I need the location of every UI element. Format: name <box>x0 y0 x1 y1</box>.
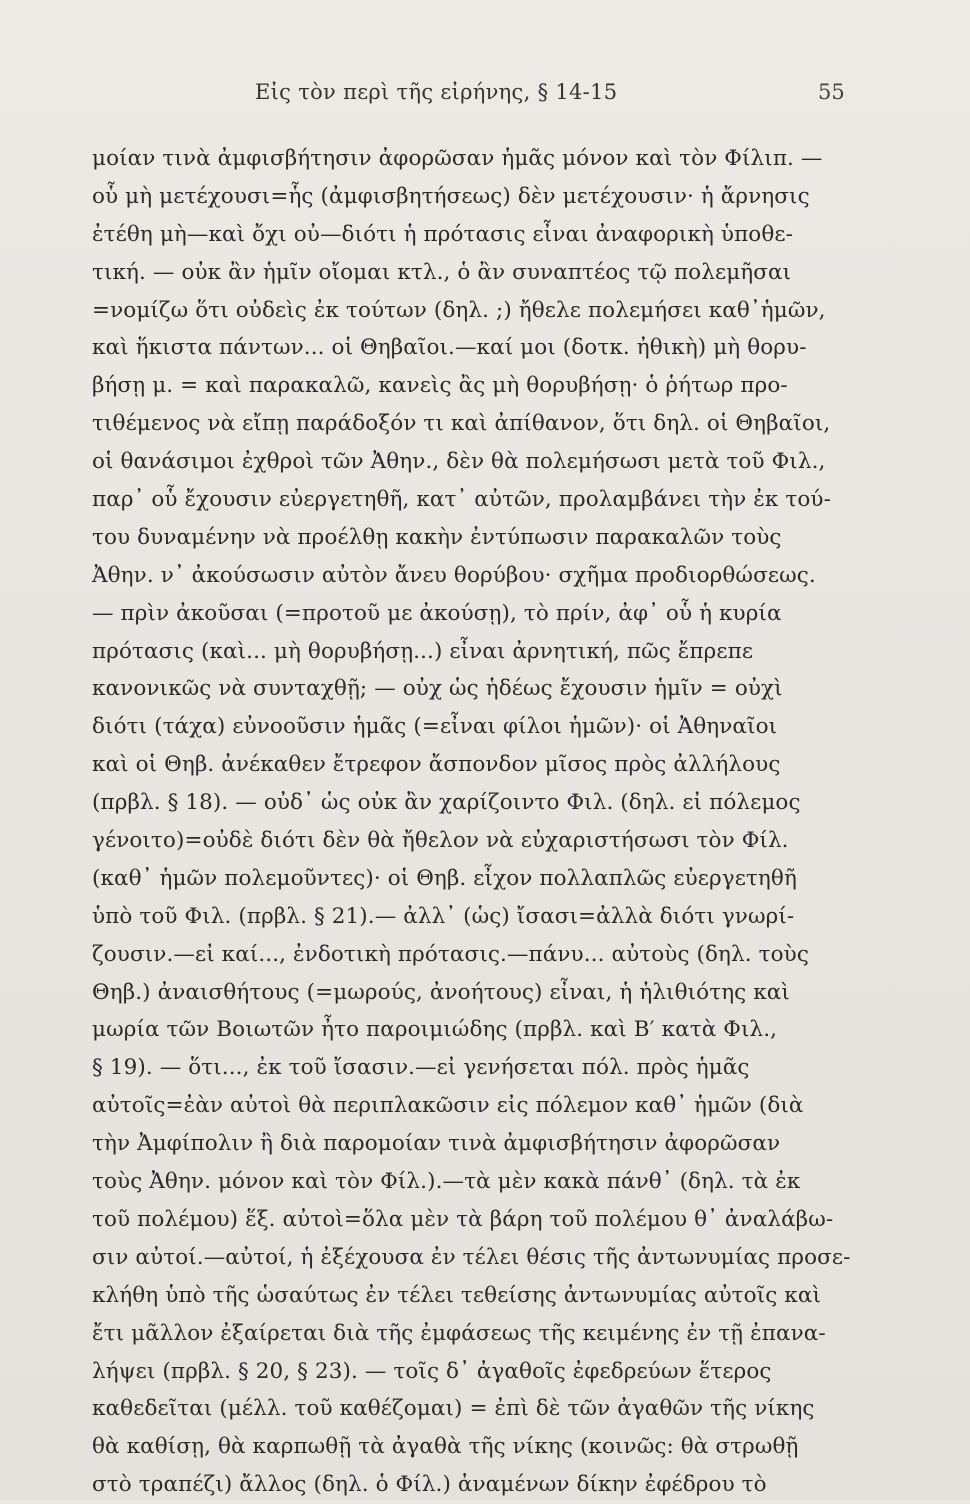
text-line: οἱ θανάσιμοι ἐχθροὶ τῶν Ἀθην., δὲν θὰ πολεμήσωσι μετὰ τοῦ Φιλ., <box>92 449 826 475</box>
text-line: μοίαν τινὰ ἀμφισβήτησιν ἀφορῶσαν ἡμᾶς μόνον καὶ τὸν Φίλιπ. — <box>92 146 823 171</box>
running-head: Εἰς τὸν περὶ τῆς εἰρήνης, § 14-15 <box>255 80 618 104</box>
text-line: ἔτι μᾶλλον ἐξαίρεται διὰ τῆς ἐμφάσεως τῆς κειμένης ἐν τῇ ἐπανα- <box>92 1320 826 1346</box>
text-line: διότι (τάχα) εὐνοοῦσιν ἡμᾶς (=εἶναι φίλοι ἡμῶν)· οἱ Ἀθηναῖοι <box>92 714 778 740</box>
text-line: μωρία τῶν Βοιωτῶν ἦτο παροιμιώδης (πρβλ. καὶ Β′ κατὰ Φιλ., <box>92 1017 778 1043</box>
text-line: § 19). — ὅτι..., ἐκ τοῦ ἴσασιν.—εἰ γενήσεται πόλ. πρὸς ἡμᾶς <box>92 1055 750 1081</box>
text-line: =νομίζω ὅτι οὐδεὶς ἐκ τούτων (δηλ. ;) ἤθελε πολεμήσει καθ᾽ἡμῶν, <box>92 297 826 323</box>
text-line: καὶ ἥκιστα πάντων... οἱ Θηβαῖοι.—καί μοι (δοτκ. ἠθικὴ) μὴ θορυ- <box>92 335 807 361</box>
text-line: τική. — οὐκ ἂν ἡμῖν οἴομαι κτλ., ὁ ἂν συναπτέος τῷ πολεμῆσαι <box>92 259 792 285</box>
text-line: καὶ οἱ Θηβ. ἀνέκαθεν ἔτρεφον ἄσπονδον μῖσος πρὸς ἀλλήλους <box>92 752 781 778</box>
text-line: σιν αὐτοί.—αὐτοί, ἡ ἐξέχουσα ἐν τέλει θέσις τῆς ἀντωνυμίας προσε- <box>92 1244 851 1270</box>
text-line: του δυναμένην νὰ προέλθῃ κακὴν ἐντύπωσιν παρακαλῶν τοὺς <box>92 524 782 550</box>
text-line: κλήθη ὑπὸ τῆς ὡσαύτως ἐν τέλει τεθείσης ἀντωνυμίας αὐτοῖς καὶ <box>92 1282 821 1308</box>
text-line: Θηβ.) ἀναισθήτους (=μωρούς, ἀνοήτους) εἶναι, ἡ ἠλιθιότης καὶ <box>92 979 790 1005</box>
text-line: βήσῃ μ. = καὶ παρακαλῶ, κανεὶς ἂς μὴ θορυβήσῃ· ὁ ῥήτωρ προ- <box>92 373 788 399</box>
text-line: θὰ καθίσῃ, θὰ καρπωθῇ τὰ ἀγαθὰ τῆς νίκης (κοινῶς: θὰ στρωθῇ <box>92 1434 799 1460</box>
text-line: καθεδεῖται (μέλλ. τοῦ καθέζομαι) = ἐπὶ δὲ τῶν ἀγαθῶν τῆς νίκης <box>92 1396 815 1422</box>
text-line: παρ᾽ οὗ ἔχουσιν εὐεργετηθῆ, κατ᾽ αὐτῶν, προλαμβάνει τὴν ἐκ τού- <box>92 487 831 513</box>
text-line: γένοιτο)=οὐδὲ διότι δὲν θὰ ἤθελον νὰ εὐχαριστήσωσι τὸν Φίλ. <box>92 828 789 854</box>
text-line: Ἀθην. ν᾽ ἀκούσωσιν αὐτὸν ἄνευ θορύβου· σχῆμα προδιορθώσεως. <box>92 562 816 588</box>
text-line: τὴν Ἀμφίπολιν ἢ διὰ παρομοίαν τινὰ ἀμφισβήτησιν ἀφορῶσαν <box>92 1131 781 1157</box>
text-line: ζουσιν.—εἰ καί..., ἐνδοτικὴ πρότασις.—πάνυ... αὐτοὺς (δηλ. τοὺς <box>92 941 809 967</box>
page-number: 55 <box>818 80 845 104</box>
text-line: οὗ μὴ μετέχουσι=ἧς (ἀμφισβητήσεως) δὲν μετέχουσιν· ἡ ἄρνησις <box>92 183 810 209</box>
text-line: πρότασις (καὶ... μὴ θορυβήσῃ...) εἶναι ἀρνητική, πῶς ἔπρεπε <box>92 638 754 664</box>
text-line: — πρὶν ἀκοῦσαι (=προτοῦ με ἀκούσῃ), τὸ πρίν, ἀφ᾽ οὗ ἡ κυρία <box>92 600 782 626</box>
text-line: ἐτέθη μὴ—καὶ ὄχι οὐ—διότι ἡ πρότασις εἶναι ἀναφορικὴ ὑποθε- <box>92 221 793 247</box>
text-line: λήψει (πρβλ. § 20, § 23). — τοῖς δ᾽ ἀγαθοῖς ἐφεδρεύων ἕτερος <box>92 1358 772 1384</box>
text-line: κανονικῶς νὰ συνταχθῇ; — οὐχ ὡς ἡδέως ἔχουσιν ἡμῖν = οὐχὶ <box>92 676 783 702</box>
text-line: αὐτοῖς=ἐὰν αὐτοὶ θὰ περιπλακῶσιν εἰς πόλεμον καθ᾽ ἡμῶν (διὰ <box>92 1093 804 1119</box>
text-line: ὑπὸ τοῦ Φιλ. (πρβλ. § 21).— ἀλλ᾽ (ὡς) ἴσασι=ἀλλὰ διότι γνωρί- <box>92 903 795 929</box>
text-line: (πρβλ. § 18). — οὐδ᾽ ὡς οὐκ ἂν χαρίζοιντο Φιλ. (δηλ. εἰ πόλεμος <box>92 790 801 816</box>
text-line: (καθ᾽ ἡμῶν πολεμοῦντες)· οἱ Θηβ. εἶχον πολλαπλῶς εὐεργετηθῆ <box>92 865 797 891</box>
commentary-text <box>92 140 877 1504</box>
text-line: τιθέμενος νὰ εἴπῃ παράδοξόν τι καὶ ἀπίθανον, ὅτι δηλ. οἱ Θηβαῖοι, <box>92 411 831 437</box>
text-line: στὸ τραπέζι) ἄλλος (δηλ. ὁ Φίλ.) ἀναμένων δίκην ἐφέδρου τὸ <box>92 1472 767 1498</box>
text-line: τοὺς Ἀθην. μόνον καὶ τὸν Φίλ.).—τὰ μὲν κακὰ πάνθ᾽ (δηλ. τὰ ἐκ <box>92 1169 801 1195</box>
text-line: τοῦ πολέμου) ἕξ. αὐτοὶ=ὅλα μὲν τὰ βάρη τοῦ πολέμου θ᾽ ἀναλάβω- <box>92 1206 834 1232</box>
